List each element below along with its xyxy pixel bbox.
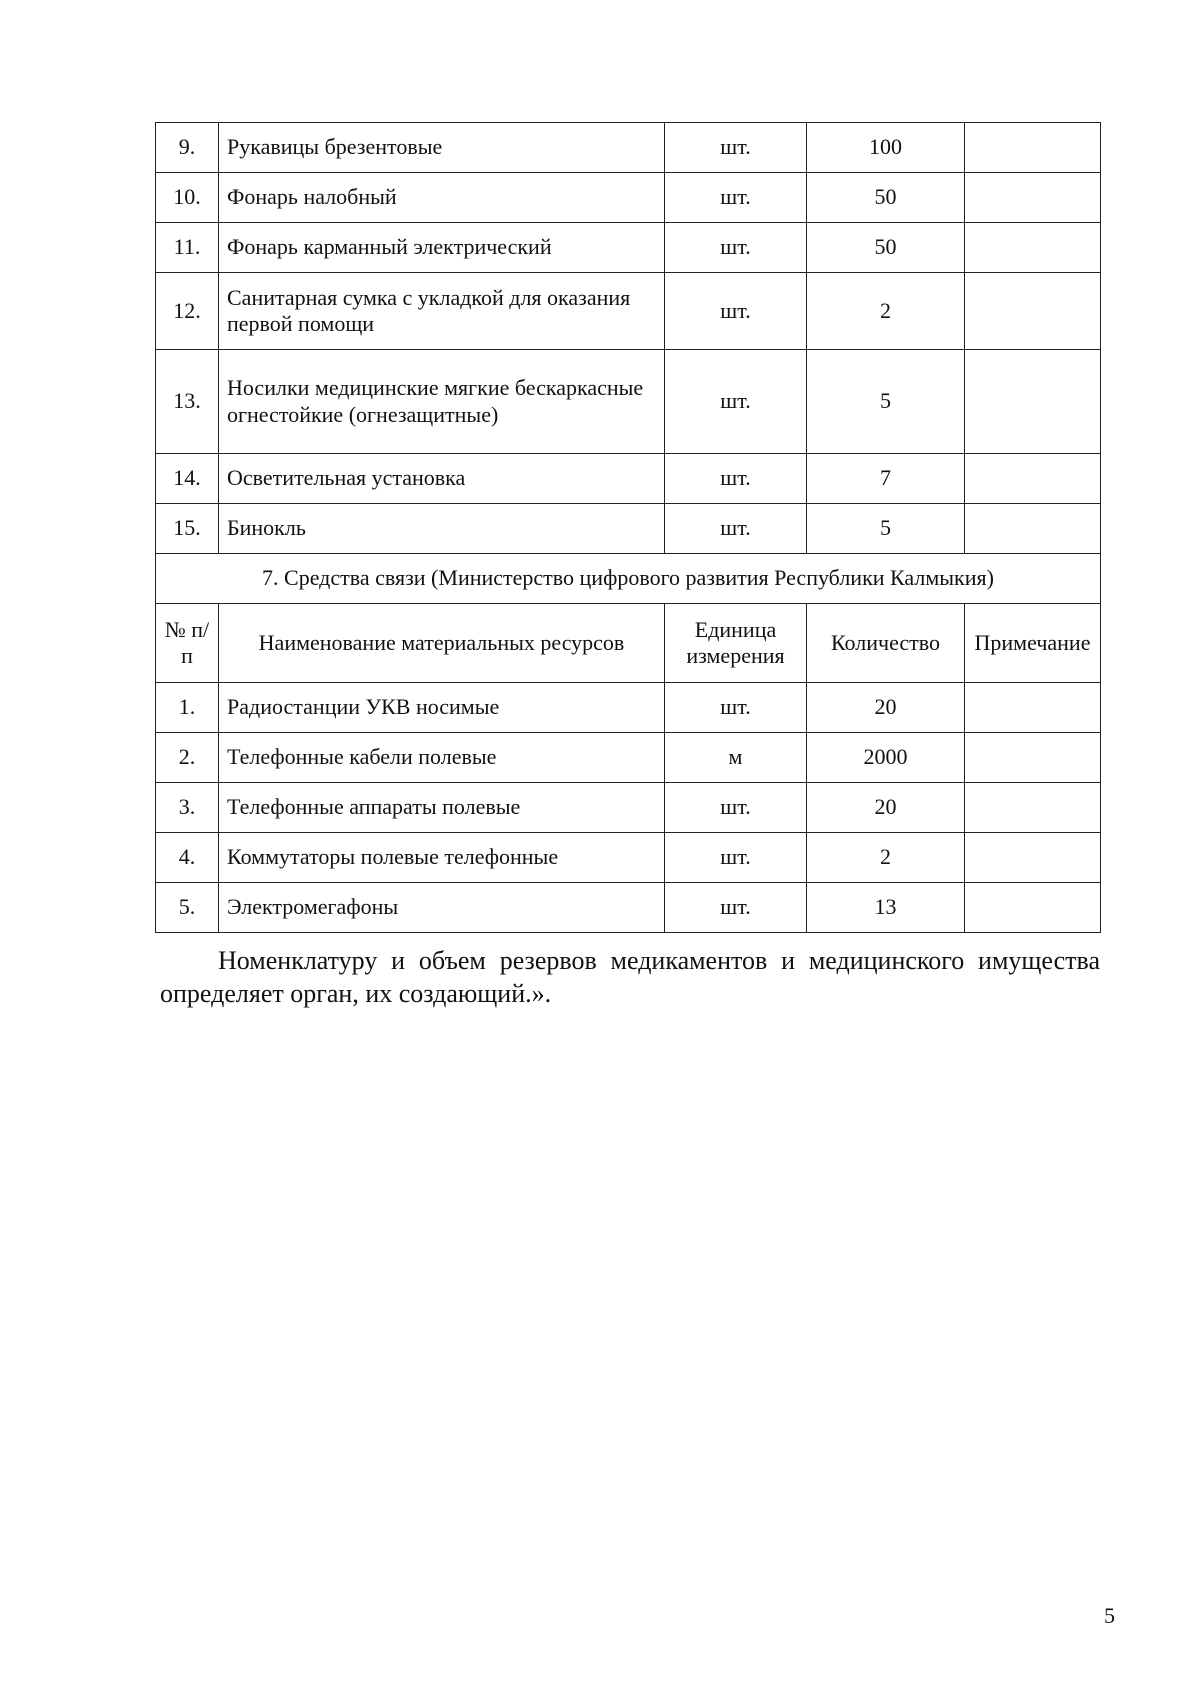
- row-unit: шт.: [665, 683, 807, 733]
- row-number: 5.: [156, 883, 219, 933]
- row-name: Фонарь налобный: [219, 173, 665, 223]
- row-name: Фонарь карманный электрический: [219, 223, 665, 273]
- resources-table: [155, 122, 1101, 933]
- row-number: 15.: [156, 504, 219, 554]
- row-note: [965, 223, 1101, 273]
- row-unit: шт.: [665, 223, 807, 273]
- row-unit: шт.: [665, 350, 807, 454]
- table-row: [156, 350, 1101, 454]
- header-quantity: Количество: [807, 604, 965, 683]
- table-row: [156, 123, 1101, 173]
- row-note: [965, 504, 1101, 554]
- row-unit: шт.: [665, 173, 807, 223]
- row-number: 1.: [156, 683, 219, 733]
- row-quantity: 2: [807, 833, 965, 883]
- row-unit: шт.: [665, 883, 807, 933]
- section-row: [156, 554, 1101, 604]
- row-note: [965, 173, 1101, 223]
- row-quantity: 2: [807, 273, 965, 350]
- row-unit: шт.: [665, 123, 807, 173]
- row-note: [965, 683, 1101, 733]
- table-header-row: [156, 604, 1101, 683]
- row-unit: м: [665, 733, 807, 783]
- row-quantity: 100: [807, 123, 965, 173]
- row-name: Коммутаторы полевые телефонные: [219, 833, 665, 883]
- header-unit: Единица измерения: [665, 604, 807, 683]
- table-row: [156, 683, 1101, 733]
- row-note: [965, 273, 1101, 350]
- row-quantity: 5: [807, 350, 965, 454]
- row-quantity: 50: [807, 173, 965, 223]
- header-name: Наименование материальных ресурсов: [219, 604, 665, 683]
- table-row: [156, 783, 1101, 833]
- table-row: [156, 504, 1101, 554]
- row-number: 2.: [156, 733, 219, 783]
- row-name: Осветительная установка: [219, 454, 665, 504]
- row-number: 3.: [156, 783, 219, 833]
- closing-paragraph: Номенклатуру и объем резервов медикаментов и медицинского имущества определяет орган, их создающий.».: [160, 946, 1100, 1008]
- row-note: [965, 883, 1101, 933]
- table-row: [156, 223, 1101, 273]
- header-note: Примечание: [965, 604, 1101, 683]
- row-name: Радиостанции УКВ носимые: [219, 683, 665, 733]
- row-name: Электромегафоны: [219, 883, 665, 933]
- row-quantity: 7: [807, 454, 965, 504]
- row-quantity: 20: [807, 683, 965, 733]
- row-name: Телефонные кабели полевые: [219, 733, 665, 783]
- row-number: 10.: [156, 173, 219, 223]
- row-name: Рукавицы брезентовые: [219, 123, 665, 173]
- row-name: Бинокль: [219, 504, 665, 554]
- row-quantity: 2000: [807, 733, 965, 783]
- row-number: 11.: [156, 223, 219, 273]
- row-name: Телефонные аппараты полевые: [219, 783, 665, 833]
- row-unit: шт.: [665, 833, 807, 883]
- row-note: [965, 733, 1101, 783]
- row-quantity: 5: [807, 504, 965, 554]
- table-row: [156, 733, 1101, 783]
- row-name: Санитарная сумка с укладкой для оказания первой помощи: [219, 273, 665, 350]
- table-row: [156, 454, 1101, 504]
- row-name: Носилки медицинские мягкие бескаркасные огнестойкие (огнезащитные): [219, 350, 665, 454]
- row-number: 12.: [156, 273, 219, 350]
- page-number: 5: [1104, 1603, 1115, 1628]
- table-row: [156, 273, 1101, 350]
- header-number: № п/п: [156, 604, 219, 683]
- row-number: 13.: [156, 350, 219, 454]
- row-note: [965, 123, 1101, 173]
- row-quantity: 20: [807, 783, 965, 833]
- row-note: [965, 833, 1101, 883]
- row-unit: шт.: [665, 504, 807, 554]
- row-quantity: 50: [807, 223, 965, 273]
- table-row: [156, 833, 1101, 883]
- row-note: [965, 454, 1101, 504]
- table-row: [156, 173, 1101, 223]
- row-unit: шт.: [665, 454, 807, 504]
- row-quantity: 13: [807, 883, 965, 933]
- row-unit: шт.: [665, 273, 807, 350]
- row-unit: шт.: [665, 783, 807, 833]
- row-note: [965, 350, 1101, 454]
- row-number: 4.: [156, 833, 219, 883]
- table-row: [156, 883, 1101, 933]
- row-number: 14.: [156, 454, 219, 504]
- row-number: 9.: [156, 123, 219, 173]
- row-note: [965, 783, 1101, 833]
- section-title: 7. Средства связи (Министерство цифрового развития Республики Калмыкия): [156, 554, 1101, 604]
